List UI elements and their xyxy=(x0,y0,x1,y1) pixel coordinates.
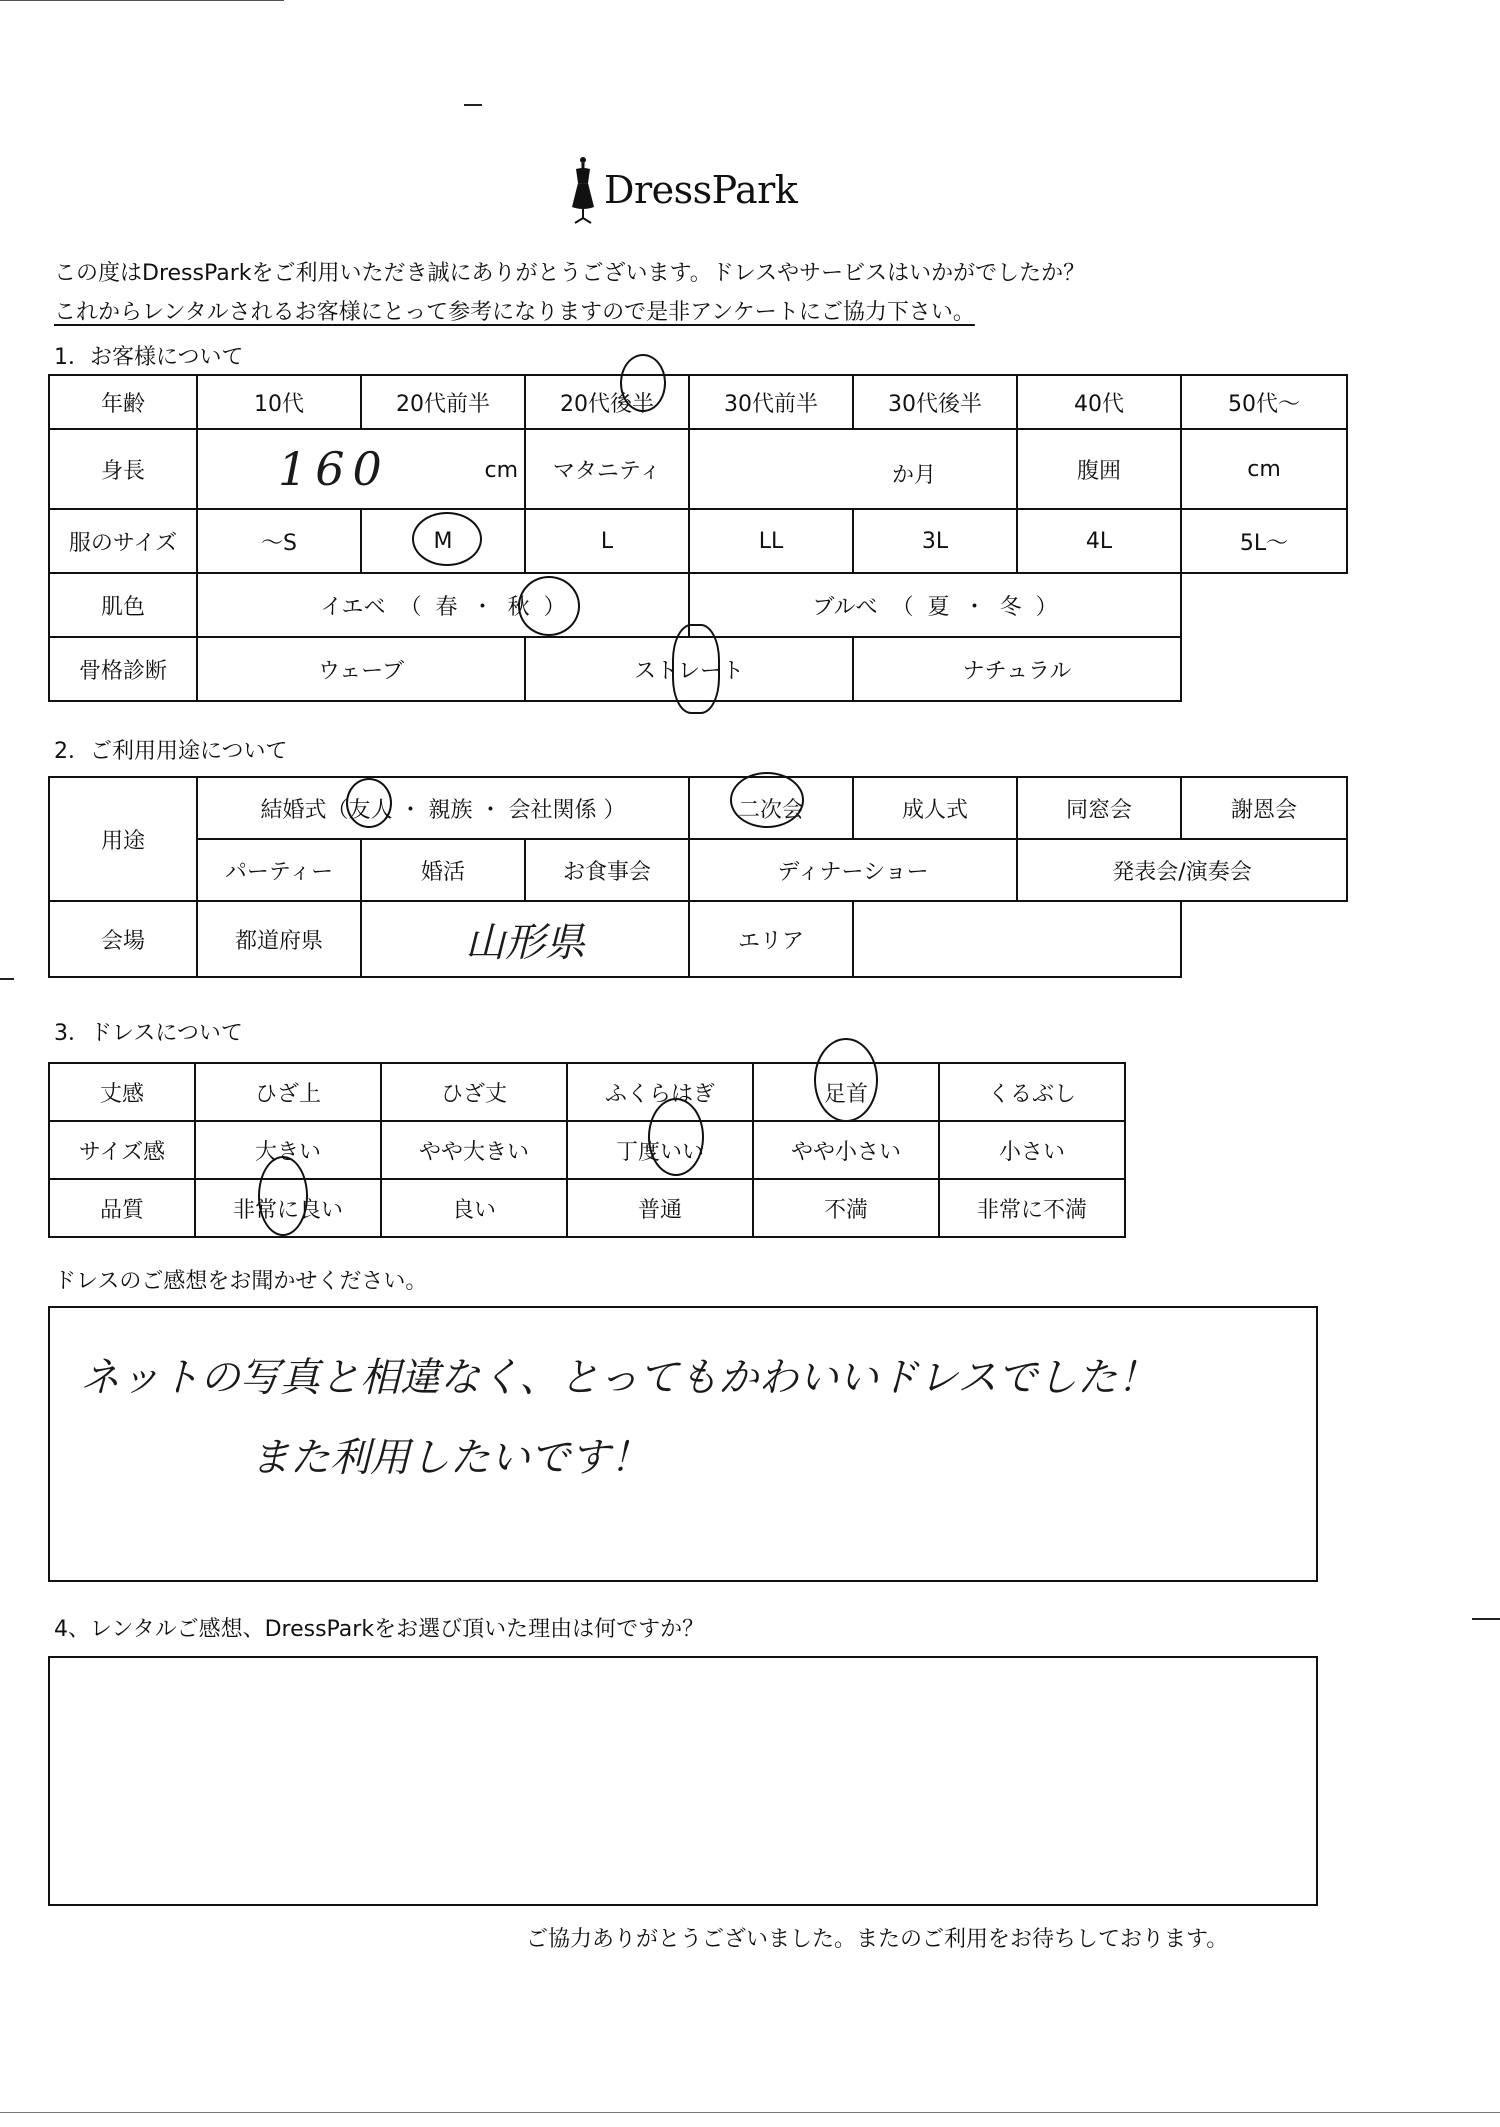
age-20s-late[interactable]: 20代後半 xyxy=(525,375,689,429)
blank-cell xyxy=(1181,637,1347,701)
skin-yellow-label: イエベ xyxy=(320,594,386,620)
comment-box[interactable] xyxy=(48,1306,1318,1582)
comment-line-1: ネットの写真と相違なく、とってもかわいいドレスでした！ xyxy=(80,1355,1158,1401)
size-m[interactable]: M xyxy=(361,509,525,573)
purpose-coming-of-age[interactable]: 成人式 xyxy=(853,777,1017,839)
prefecture-field[interactable] xyxy=(361,901,689,977)
blank-cell xyxy=(1181,573,1347,637)
length-ankle-bone[interactable]: くるぶし xyxy=(939,1063,1125,1121)
skin-blue-dot: ・ xyxy=(963,594,986,620)
wedding-label: 結婚式（ xyxy=(260,797,349,823)
purpose-table xyxy=(48,776,1348,978)
purpose-afterparty[interactable]: 二次会 xyxy=(689,777,853,839)
wedding-close: ） xyxy=(603,797,626,823)
dress-row-length xyxy=(49,1063,1125,1121)
skin-label: 肌色 xyxy=(49,573,197,637)
scan-mark xyxy=(464,104,482,106)
purpose-dinner-show[interactable]: ディナーショー xyxy=(689,839,1017,901)
dress-row-fit xyxy=(49,1121,1125,1179)
length-knee[interactable]: ひざ丈 xyxy=(381,1063,567,1121)
age-50s[interactable]: 50代～ xyxy=(1181,375,1347,429)
length-label: 丈感 xyxy=(49,1063,195,1121)
size-label: 服のサイズ xyxy=(49,509,197,573)
dresspark-logo xyxy=(570,150,797,230)
purpose-row-2 xyxy=(49,839,1347,901)
prefecture-label: 都道府県 xyxy=(197,901,361,977)
section3-title: 3．ドレスについて xyxy=(54,1021,243,1046)
skin-yellow-dot: ・ xyxy=(471,594,494,620)
wedding-cell[interactable]: 結婚式（友人 ・ 親族 ・ 会社関係 ） xyxy=(197,777,689,839)
fit-large[interactable]: 大きい xyxy=(195,1121,381,1179)
frame-label: 骨格診断 xyxy=(49,637,197,701)
size-ll[interactable]: LL xyxy=(689,509,853,573)
selection-circle-size xyxy=(412,512,482,566)
maternity-label: マタニティ xyxy=(525,429,689,509)
intro-line-2: これからレンタルされるお客様にとって参考になりますので是非アンケートにご協力下さい。 xyxy=(54,300,975,325)
height-label: 身長 xyxy=(49,429,197,509)
venue-label: 会場 xyxy=(49,901,197,977)
quality-very-good[interactable]: 非常に良い xyxy=(195,1179,381,1237)
height-value: 160 xyxy=(278,442,390,496)
purpose-recital[interactable]: 発表会/演奏会 xyxy=(1017,839,1347,901)
age-10s[interactable]: 10代 xyxy=(197,375,361,429)
frame-natural[interactable]: ナチュラル xyxy=(853,637,1181,701)
fit-slightly-small[interactable]: やや小さい xyxy=(753,1121,939,1179)
purpose-dinner[interactable]: お食事会 xyxy=(525,839,689,901)
selection-circle-age xyxy=(620,354,666,412)
skin-yellow[interactable] xyxy=(197,573,689,637)
reason-box[interactable] xyxy=(48,1656,1318,1906)
frame-wave[interactable]: ウェーブ xyxy=(197,637,525,701)
fit-small[interactable]: 小さい xyxy=(939,1121,1125,1179)
selection-circle-afterparty xyxy=(730,772,804,828)
age-30s-early[interactable]: 30代前半 xyxy=(689,375,853,429)
area-field[interactable] xyxy=(853,901,1181,977)
prefecture-value: 山形県 xyxy=(465,919,585,966)
length-ankle[interactable]: 足首 xyxy=(753,1063,939,1121)
section4-title: 4、レンタルご感想、DressParkをお選び頂いた理由は何ですか？ xyxy=(54,1617,705,1642)
scan-mark xyxy=(0,978,14,980)
age-row xyxy=(49,375,1347,429)
dress-row-quality xyxy=(49,1179,1125,1237)
fit-label: サイズ感 xyxy=(49,1121,195,1179)
purpose-party[interactable]: パーティー xyxy=(197,839,361,901)
selection-circle-ankle xyxy=(814,1038,878,1122)
wedding-company[interactable]: 会社関係 xyxy=(508,797,597,823)
quality-label: 品質 xyxy=(49,1179,195,1237)
height-field[interactable] xyxy=(197,429,525,509)
selection-circle-very-good xyxy=(258,1156,308,1236)
logo-text: DressPark xyxy=(604,168,798,212)
selection-circle-just-right xyxy=(648,1098,704,1176)
length-calf[interactable]: ふくらはぎ xyxy=(567,1063,753,1121)
quality-good[interactable]: 良い xyxy=(381,1179,567,1237)
skin-blue-open: （ xyxy=(891,594,914,620)
skin-autumn[interactable]: 秋 xyxy=(507,594,530,620)
scan-mark xyxy=(0,0,284,1)
quality-dissatisfied[interactable]: 不満 xyxy=(753,1179,939,1237)
frame-straight[interactable]: ストレート xyxy=(525,637,853,701)
section2-title: 2．ご利用用途について xyxy=(54,739,288,764)
skin-blue[interactable] xyxy=(689,573,1181,637)
waist-field[interactable] xyxy=(1181,429,1347,509)
area-label: エリア xyxy=(689,901,853,977)
skin-yellow-open: （ xyxy=(399,594,422,620)
size-4l[interactable]: 4L xyxy=(1017,509,1181,573)
age-30s-late[interactable]: 30代後半 xyxy=(853,375,1017,429)
maternity-field[interactable] xyxy=(689,429,1017,509)
fit-just-right[interactable]: 丁度いい xyxy=(567,1121,753,1179)
purpose-konkatsu[interactable]: 婚活 xyxy=(361,839,525,901)
size-5l[interactable]: 5L～ xyxy=(1181,509,1347,573)
blank-cell xyxy=(1181,901,1347,977)
selection-circle-skin xyxy=(518,576,580,636)
venue-row xyxy=(49,901,1347,977)
scan-mark xyxy=(0,2112,1500,2113)
length-above-knee[interactable]: ひざ上 xyxy=(195,1063,381,1121)
comment-label: ドレスのご感想をお聞かせください。 xyxy=(54,1269,428,1294)
purpose-row-1 xyxy=(49,777,1347,839)
comment-line-2: また利用したいです！ xyxy=(250,1435,650,1481)
purpose-thank-you-party[interactable]: 謝恩会 xyxy=(1181,777,1347,839)
waist-label: 腹囲 xyxy=(1017,429,1181,509)
section1-title: 1．お客様について xyxy=(54,345,244,370)
size-row xyxy=(49,509,1347,573)
dress-table xyxy=(48,1062,1126,1238)
skin-yellow-close: ） xyxy=(543,594,566,620)
size-3l[interactable]: 3L xyxy=(853,509,1017,573)
selection-circle-friend xyxy=(346,778,392,828)
fit-slightly-large[interactable]: やや大きい xyxy=(381,1121,567,1179)
months-unit: か月 xyxy=(891,463,936,488)
quality-average[interactable]: 普通 xyxy=(567,1179,753,1237)
skin-spring[interactable]: 春 xyxy=(435,594,458,620)
age-label: 年齢 xyxy=(49,375,197,429)
waist-unit: cm xyxy=(1247,456,1281,482)
size-l[interactable]: L xyxy=(525,509,689,573)
wedding-friend[interactable]: 友人 xyxy=(348,797,393,823)
size-s[interactable]: ～S xyxy=(197,509,361,573)
wedding-family[interactable]: 親族 xyxy=(428,797,473,823)
intro-line-1: この度はDressParkをご利用いただき誠にありがとうございます。ドレスやサービスはいかがでしたか？ xyxy=(54,261,1086,286)
scan-mark xyxy=(1472,1618,1500,1620)
skin-blue-close: ） xyxy=(1035,594,1058,620)
selection-circle-frame xyxy=(672,624,720,714)
purpose-reunion[interactable]: 同窓会 xyxy=(1017,777,1181,839)
quality-very-dissatisfied[interactable]: 非常に不満 xyxy=(939,1179,1125,1237)
skin-winter[interactable]: 冬 xyxy=(999,594,1022,620)
footer-text: ご協力ありがとうございました。またのご利用をお待ちしております。 xyxy=(526,1927,1229,1952)
skin-blue-label: ブルべ xyxy=(812,594,878,620)
dress-form-icon xyxy=(570,155,596,225)
age-20s-early[interactable]: 20代前半 xyxy=(361,375,525,429)
height-unit: cm xyxy=(484,458,518,483)
skin-summer[interactable]: 夏 xyxy=(927,594,950,620)
purpose-label: 用途 xyxy=(49,777,197,901)
age-40s[interactable]: 40代 xyxy=(1017,375,1181,429)
height-row xyxy=(49,429,1347,509)
